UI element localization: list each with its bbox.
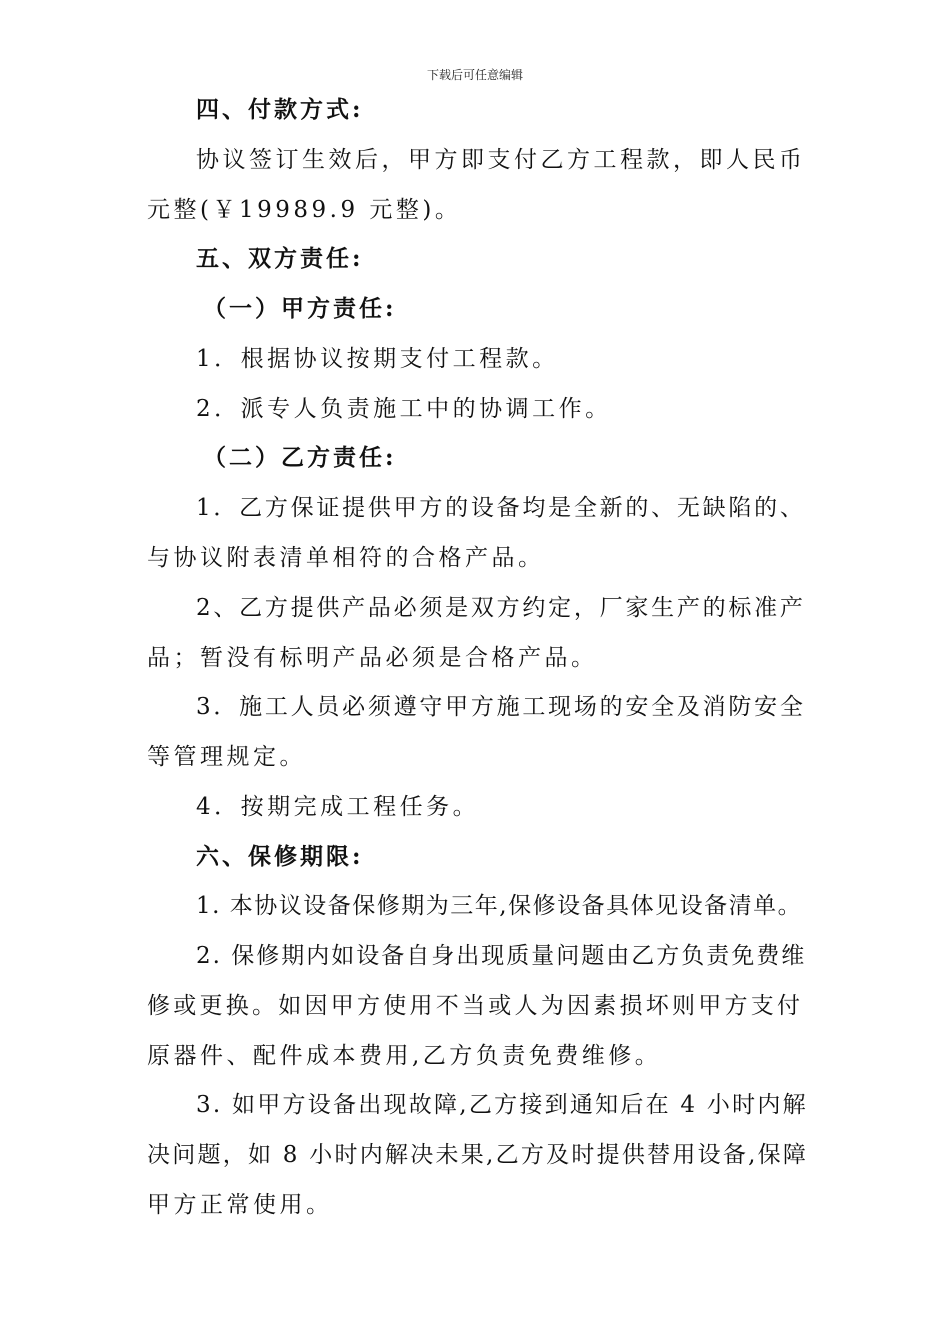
list-item: 3. 如甲方设备出现故障,乙方接到通知后在 4 小时内解 — [196, 1092, 808, 1118]
page-header-note: 下载后可任意编辑 — [426, 68, 523, 82]
list-item: 2. 保修期内如设备自身出现质量问题由乙方负责免费维 — [196, 943, 807, 969]
list-item: 4．按期完成工程任务。 — [196, 794, 480, 820]
list-item: 2．派专人负责施工中的协调工作。 — [196, 396, 612, 422]
paragraph-line: 决问题，如 8 小时内解决未果,乙方及时提供替用设备,保障 — [147, 1142, 809, 1168]
list-item: 3．施工人员必须遵守甲方施工现场的安全及消防安全 — [196, 694, 806, 720]
paragraph-line: 与协议附表清单相符的合格产品。 — [147, 545, 545, 571]
list-item: 2、乙方提供产品必须是双方约定，厂家生产的标准产 — [196, 595, 806, 621]
subheading-party-a: （一）甲方责任: — [203, 295, 397, 322]
subheading-party-b: （二）乙方责任: — [203, 444, 397, 471]
paragraph-line: 修或更换。如因甲方使用不当或人为因素损坏则甲方支付 — [147, 993, 804, 1019]
list-item: 1．乙方保证提供甲方的设备均是全新的、无缺陷的、 — [196, 495, 806, 521]
list-item: 1．根据协议按期支付工程款。 — [196, 346, 559, 372]
section-heading-payment: 四、付款方式: — [196, 96, 364, 123]
paragraph-line: 原器件、配件成本费用,乙方负责免费维修。 — [147, 1043, 662, 1069]
paragraph-line: 元整(￥19989.9 元整)。 — [147, 197, 462, 223]
list-item: 1. 本协议设备保修期为三年,保修设备具体见设备清单。 — [196, 893, 803, 919]
paragraph-line: 品；暂没有标明产品必须是合格产品。 — [147, 645, 598, 671]
paragraph-line: 协议签订生效后，甲方即支付乙方工程款，即人民币 — [196, 147, 806, 173]
paragraph-line: 甲方正常使用。 — [147, 1192, 333, 1218]
section-heading-responsibility: 五、双方责任: — [196, 245, 364, 272]
paragraph-line: 等管理规定。 — [147, 744, 306, 770]
section-heading-warranty: 六、保修期限: — [196, 843, 364, 870]
